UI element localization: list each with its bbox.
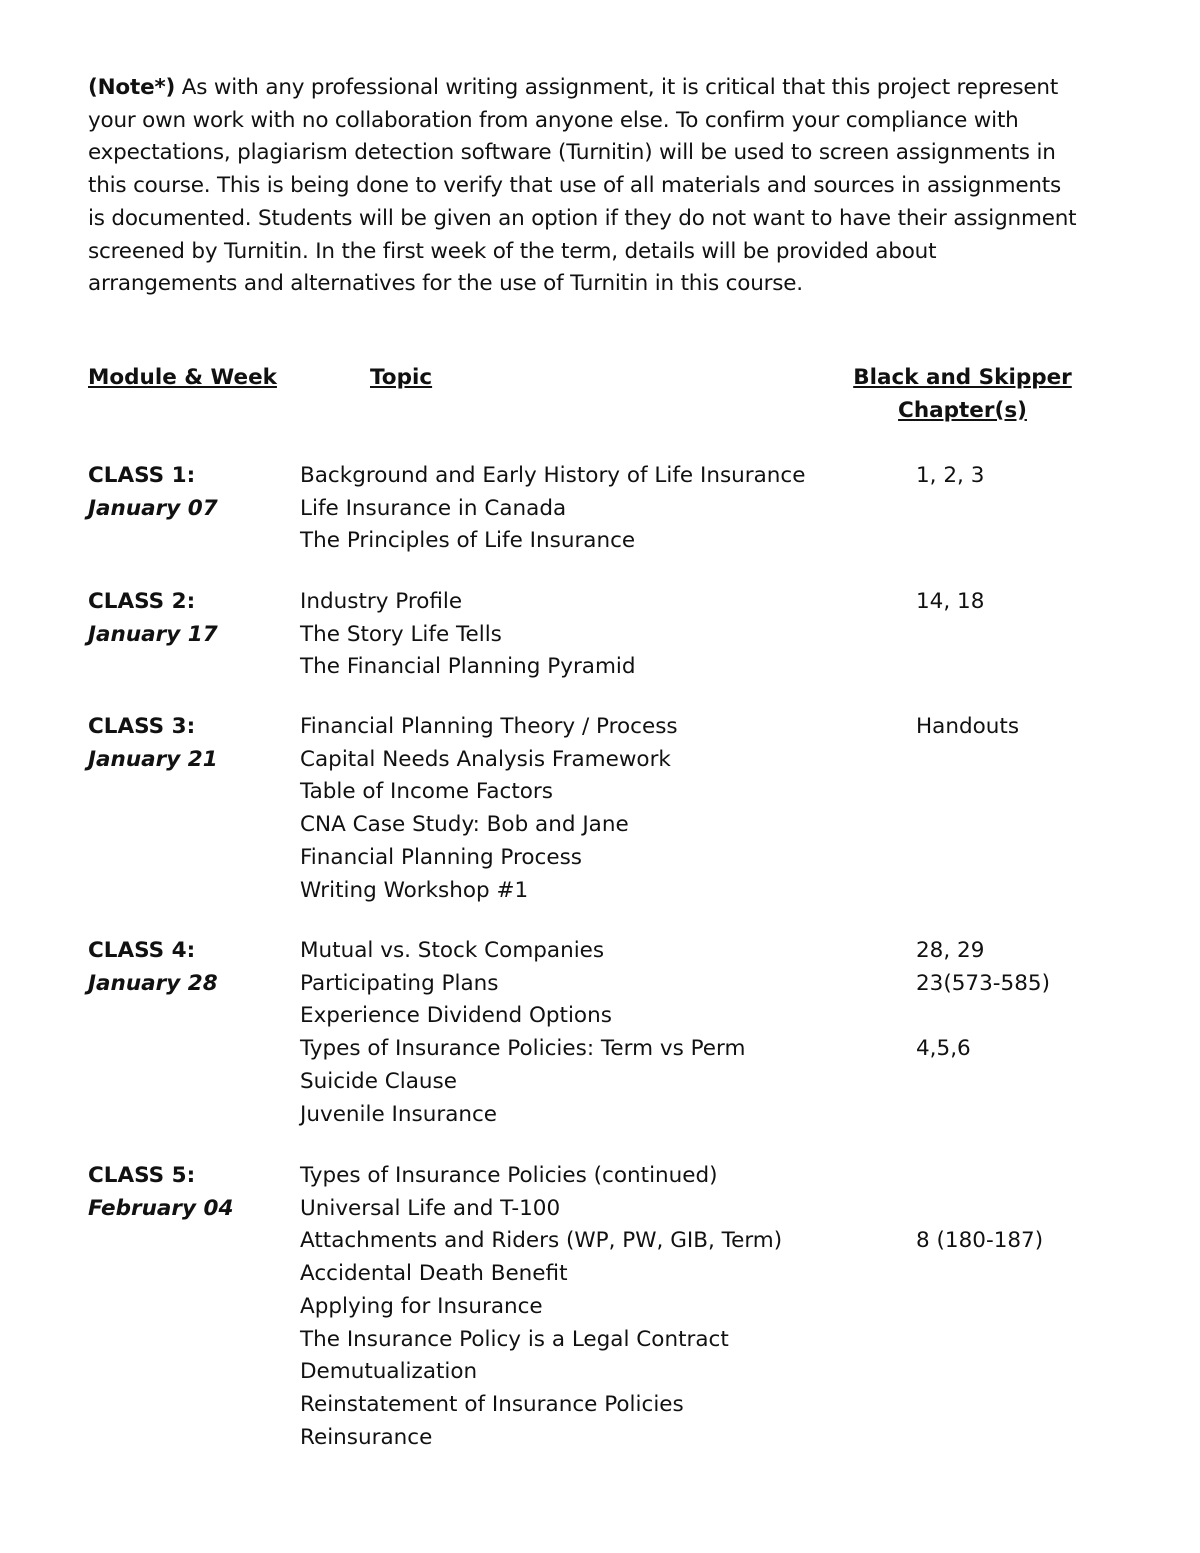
topic-text: Participating Plans [300,970,499,996]
chapter-ref: 28, 29 [916,938,985,963]
topic-text: Background and Early History of Life Insurance [300,463,806,488]
plagiarism-note [88,72,1078,301]
chapter-ref: 14, 18 [916,589,985,614]
chapter-ref: Handouts [916,714,1020,739]
schedule-row [88,1066,1088,1099]
column-header-chapters-line2: Chapter(s) [898,397,1027,423]
topic-text: Juvenile Insurance [300,1101,498,1127]
schedule-row [88,809,1088,842]
schedule-row [88,842,1088,875]
class-number: CLASS 5: [88,1163,196,1188]
class-number: CLASS 3: [88,714,196,739]
class-date: January 17 [88,621,218,647]
schedule-row [88,651,1088,684]
schedule-row [88,711,1088,744]
topic-text: Capital Needs Analysis Framework [300,746,671,772]
topic-text: The Insurance Policy is a Legal Contract [300,1326,729,1352]
topic-text: The Story Life Tells [300,621,502,647]
column-header-topic: Topic [370,365,433,390]
schedule-row [88,1160,1088,1193]
schedule-row [88,744,1088,777]
topic-text: Table of Income Factors [300,779,553,805]
schedule-row [88,776,1088,809]
column-header-chapters-line1: Black and Skipper [853,365,1072,390]
topic-text: The Financial Planning Pyramid [300,654,636,680]
schedule-row [88,1000,1088,1033]
topic-text: Reinstatement of Insurance Policies [300,1391,684,1417]
schedule-row [88,1225,1088,1258]
schedule-row [88,1033,1088,1066]
class-number: CLASS 2: [88,589,196,614]
column-header-chapters [850,362,1075,427]
topic-text: Types of Insurance Policies (continued) [300,1163,718,1188]
schedule-row [88,1356,1088,1389]
schedule-row [88,1422,1088,1455]
class-number: CLASS 1: [88,463,196,488]
topic-text: Industry Profile [300,589,463,614]
chapter-ref: 4,5,6 [916,1036,971,1062]
schedule-row [88,935,1088,968]
schedule-row [88,619,1088,652]
topic-text: Reinsurance [300,1424,433,1450]
class-date: January 28 [88,970,218,996]
topic-text: Suicide Clause [300,1068,457,1094]
schedule-row [88,1258,1088,1291]
schedule-row [88,1389,1088,1422]
column-header-module-week: Module & Week [88,365,277,390]
topic-text: Types of Insurance Policies: Term vs Perm [300,1036,746,1062]
schedule-row [88,525,1088,558]
note-text: As with any professional writing assignment, it is critical that this project represent your own work with no collaboration from anyone else. To confirm your compliance with expectations, plagiarism detection software (Turnitin) will be used to screen assignments in this course. This is being done to verify that use of all materials and sources in assignments is documented. Students will be given an option if they do not want to have their assignment screened by Turnitin. In the first week of the term, details will be provided about arrangements and alternatives for the use of Turnitin in this course. [88,75,1077,297]
topic-text: Financial Planning Process [300,844,582,870]
topic-text: Attachments and Riders (WP, PW, GIB, Term) [300,1228,783,1254]
topic-text: Financial Planning Theory / Process [300,714,678,739]
schedule-row [88,493,1088,526]
schedule-row [88,1099,1088,1132]
schedule-row [88,460,1088,493]
chapter-ref: 8 (180-187) [916,1228,1044,1254]
schedule-row [88,968,1088,1001]
topic-text: Demutualization [300,1359,478,1385]
topic-text: Accidental Death Benefit [300,1261,568,1287]
chapter-ref: 1, 2, 3 [916,463,985,488]
class-number: CLASS 4: [88,938,196,963]
class-date: January 07 [88,495,218,521]
topic-text: Experience Dividend Options [300,1003,612,1029]
schedule-row [88,586,1088,619]
schedule-row [88,1324,1088,1357]
note-label: (Note*) [88,75,176,100]
topic-text: CNA Case Study: Bob and Jane [300,812,629,838]
chapter-ref: 23(573-585) [916,970,1050,996]
topic-text: Applying for Insurance [300,1293,543,1319]
schedule-row [88,1193,1088,1226]
schedule-row [88,1291,1088,1324]
topic-text: Mutual vs. Stock Companies [300,938,605,963]
class-date: January 21 [88,746,218,772]
topic-text: The Principles of Life Insurance [300,528,636,554]
topic-text: Life Insurance in Canada [300,495,567,521]
topic-text: Universal Life and T-100 [300,1195,561,1221]
topic-text: Writing Workshop #1 [300,877,529,903]
schedule-row [88,875,1088,908]
class-date: February 04 [88,1195,234,1221]
